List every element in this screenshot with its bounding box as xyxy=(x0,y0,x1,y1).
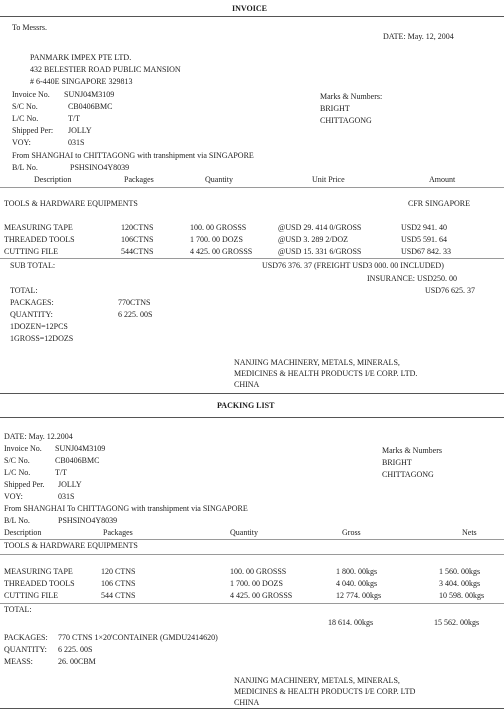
field-label: S/C No. xyxy=(12,102,38,111)
item-quantity: 100. 00 GROSSS xyxy=(190,223,247,232)
total-packages: 770 CTNS 1×20'CONTAINER (GMDU2414620) xyxy=(58,633,218,642)
vessel-name: JOLLY xyxy=(68,126,92,135)
grand-total: USD76 625. 37 xyxy=(425,286,476,295)
item-quantity: 1 700. 00 DOZS xyxy=(190,235,243,244)
packing-date: DATE: May. 12.2004 xyxy=(4,432,73,441)
field-label: Invoice No. xyxy=(4,444,42,453)
item-unit-price: @USD 29. 414 0/GROSS xyxy=(278,223,362,232)
divider xyxy=(0,187,504,188)
column-header: Gross xyxy=(342,528,361,537)
item-gross-weight: 12 774. 00kgs xyxy=(336,591,382,600)
total-net-weight: 15 562. 00kgs xyxy=(434,618,480,627)
divider xyxy=(0,554,504,555)
item-net-weight: 10 598. 00kgs xyxy=(439,591,485,600)
field-label: B/L No. xyxy=(4,516,30,525)
item-amount: USD5 591. 64 xyxy=(401,235,448,244)
field-label: S/C No. xyxy=(4,456,30,465)
shipping-mark: BRIGHT xyxy=(320,104,350,113)
sc-number: CB0406BMC xyxy=(55,456,100,465)
invoice-title: INVOICE xyxy=(232,4,267,13)
item-description: MEASURING TAPE xyxy=(4,567,73,576)
column-header: Unit Price xyxy=(312,175,345,184)
marks-label: Marks & Numbers xyxy=(382,446,442,455)
bl-number: PSHSINO4Y8039 xyxy=(58,516,118,525)
item-description: THREADED TOOLS xyxy=(4,579,75,588)
item-packages: 544CTNS xyxy=(121,247,154,256)
total-gross-weight: 18 614. 00kgs xyxy=(328,618,374,627)
section-divider xyxy=(0,417,504,418)
column-header: Quantity xyxy=(230,528,258,537)
item-unit-price: @USD 15. 331 6/GROSS xyxy=(278,247,362,256)
total-quantity: 6 225. 00S xyxy=(118,310,153,319)
field-label: L/C No. xyxy=(12,114,39,123)
shipping-mark: CHITTAGONG xyxy=(320,116,372,125)
total-label: TOTAL: xyxy=(4,605,32,614)
item-gross-weight: 1 800. 00kgs xyxy=(336,567,378,576)
packing-list-title: PACKING LIST xyxy=(217,401,275,410)
seller-name-line: NANJING MACHINERY, METALS, MINERALS, xyxy=(234,676,400,685)
total-packages: 770CTNS xyxy=(118,298,151,307)
shipping-mark: BRIGHT xyxy=(382,458,412,467)
goods-group: TOOLS & HARDWARE EQUIPMENTS xyxy=(4,541,138,550)
seller-name-line: MEDICINES & HEALTH PRODUCTS I/E CORP. LTD xyxy=(234,687,416,696)
item-description: THREADED TOOLS xyxy=(4,235,75,244)
lc-number: T/T xyxy=(55,468,67,477)
bottom-border xyxy=(0,708,504,709)
item-quantity: 4 425. 00 GROSSS xyxy=(190,247,253,256)
divider xyxy=(0,539,504,540)
summary-label: QUANTITY: xyxy=(10,310,53,319)
item-unit-price: @USD 3. 289 2/DOZ xyxy=(278,235,349,244)
item-packages: 544 CTNS xyxy=(101,591,136,600)
field-label: L/C No. xyxy=(4,468,31,477)
vessel-name: JOLLY xyxy=(58,480,82,489)
field-label: B/L No. xyxy=(12,163,38,172)
field-label: Shipped Per. xyxy=(4,480,45,489)
buyer-name: PANMARK IMPEX PTE LTD. xyxy=(30,53,132,62)
field-label: Invoice No. xyxy=(12,90,50,99)
bl-number: PSHSINO4Y8039 xyxy=(70,163,130,172)
field-label: VOY: xyxy=(4,492,23,501)
item-net-weight: 1 560. 00kgs xyxy=(439,567,481,576)
column-header: Amount xyxy=(429,175,456,184)
item-gross-weight: 4 040. 00kgs xyxy=(336,579,378,588)
item-packages: 106 CTNS xyxy=(101,579,136,588)
column-header: Description xyxy=(34,175,72,184)
item-net-weight: 3 404. 00kgs xyxy=(439,579,481,588)
subtotal-label: SUB TOTAL: xyxy=(10,261,56,270)
item-packages: 106CTNS xyxy=(121,235,154,244)
column-header: Nets xyxy=(462,528,477,537)
item-description: CUTTING FILE xyxy=(4,591,58,600)
item-packages: 120 CTNS xyxy=(101,567,136,576)
insurance-amount: INSURANCE: USD250. 00 xyxy=(367,274,458,283)
subtotal-value: USD76 376. 37 (FREIGHT USD3 000. 00 INCLUDED) xyxy=(262,261,444,270)
total-measurement: 26. 00CBM xyxy=(58,657,96,666)
seller-signature-block xyxy=(234,675,415,708)
divider xyxy=(0,16,504,17)
section-divider xyxy=(0,393,504,394)
field-label: VOY: xyxy=(12,138,31,147)
item-amount: USD67 842. 33 xyxy=(401,247,452,256)
item-packages: 120CTNS xyxy=(121,223,154,232)
shipping-mark: CHITTAGONG xyxy=(382,470,434,479)
conversion-note: 1GROSS=12DOZS xyxy=(10,334,74,343)
seller-country: CHINA xyxy=(234,380,260,389)
invoice-date: DATE: May. 12, 2004 xyxy=(383,32,454,41)
summary-label: PACKAGES: xyxy=(4,633,48,642)
seller-name-line: MEDICINES & HEALTH PRODUCTS I/E CORP. LTD. xyxy=(234,369,418,378)
shipping-route: From SHANGHAI To CHITTAGONG with transhipment via SINGAPORE xyxy=(4,504,248,513)
summary-label: QUANTITY: xyxy=(4,645,47,654)
sc-number: CB0406BMC xyxy=(68,102,113,111)
seller-signature-block xyxy=(234,357,417,390)
total-quantity: 6 225. 00S xyxy=(58,645,93,654)
voyage-number: 031S xyxy=(58,492,75,501)
seller-country: CHINA xyxy=(234,698,260,707)
buyer-address-line: 432 BELESTIER ROAD PUBLIC MANSION xyxy=(30,65,181,74)
item-quantity: 1 700. 00 DOZS xyxy=(230,579,283,588)
invoice-number: SUNJ04M3109 xyxy=(64,90,115,99)
item-quantity: 100. 00 GROSSS xyxy=(230,567,287,576)
trade-terms: CFR SINGAPORE xyxy=(408,199,471,208)
summary-label: PACKAGES: xyxy=(10,298,54,307)
item-description: CUTTING FILE xyxy=(4,247,58,256)
seller-name-line: NANJING MACHINERY, METALS, MINERALS, xyxy=(234,358,400,367)
column-header: Description xyxy=(4,528,42,537)
voyage-number: 031S xyxy=(68,138,85,147)
summary-label: MEASS: xyxy=(4,657,33,666)
column-header: Quantity xyxy=(205,175,233,184)
conversion-note: 1DOZEN=12PCS xyxy=(10,322,68,331)
to-messrs-label: To Messrs. xyxy=(12,23,47,32)
column-header: Packages xyxy=(124,175,154,184)
marks-label: Marks & Numbers: xyxy=(320,92,383,101)
item-quantity: 4 425. 00 GROSSS xyxy=(230,591,293,600)
column-header: Packages xyxy=(103,528,133,537)
divider xyxy=(0,258,504,259)
item-description: MEASURING TAPE xyxy=(4,223,73,232)
item-amount: USD2 941. 40 xyxy=(401,223,448,232)
goods-group: TOOLS & HARDWARE EQUIPMENTS xyxy=(4,199,138,208)
lc-number: T/T xyxy=(68,114,80,123)
buyer-address-line: # 6-440E SINGAPORE 329813 xyxy=(30,77,133,86)
shipping-route: From SHANGHAI to CHITTAGONG with transhipment via SINGAPORE xyxy=(12,151,254,160)
field-label: Shipped Per: xyxy=(12,126,54,135)
divider xyxy=(0,603,504,604)
total-label: TOTAL: xyxy=(10,286,38,295)
invoice-number: SUNJ04M3109 xyxy=(55,444,106,453)
